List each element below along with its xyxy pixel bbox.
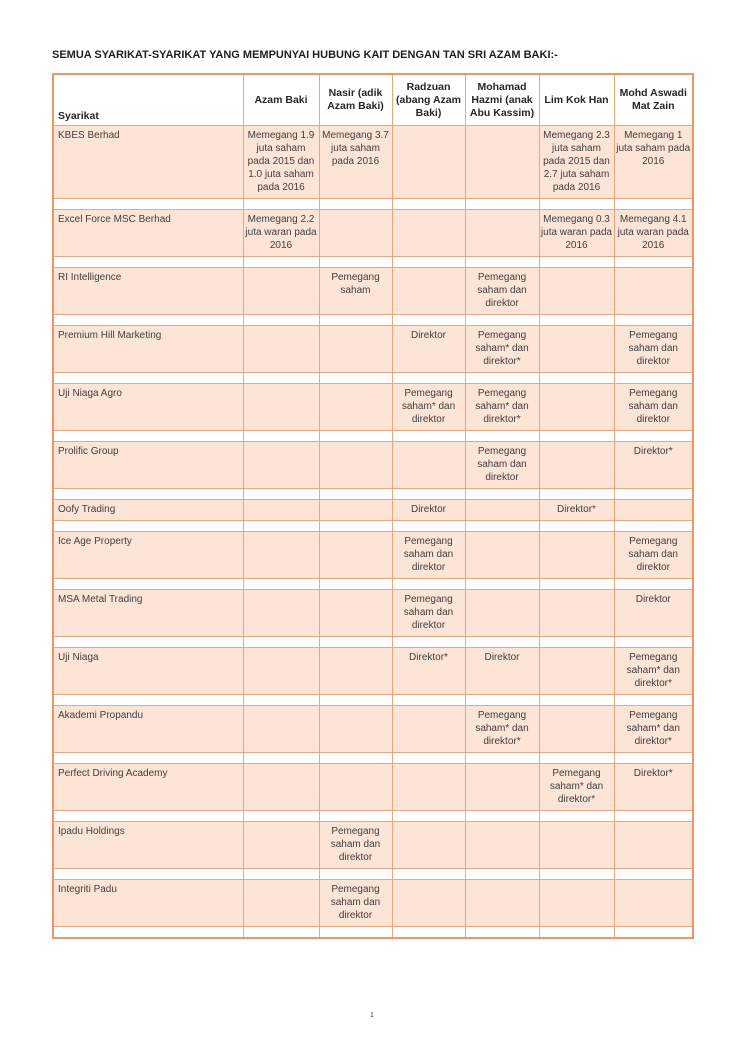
role-cell: Direktor <box>392 500 465 521</box>
spacer-cell <box>243 579 319 590</box>
role-cell <box>319 532 392 579</box>
table-row <box>53 880 693 927</box>
spacer-cell <box>53 431 243 442</box>
spacer-cell <box>53 637 243 648</box>
spacer-cell <box>539 637 614 648</box>
company-name-cell: KBES Berhad <box>53 126 243 199</box>
spacer-cell <box>319 373 392 384</box>
role-cell <box>465 210 539 257</box>
role-cell: Memegang 0.3 juta waran pada 2016 <box>539 210 614 257</box>
spacer-cell <box>614 927 693 939</box>
spacer-cell <box>392 431 465 442</box>
role-cell <box>465 532 539 579</box>
role-cell: Pemegang saham dan direktor <box>614 532 693 579</box>
spacer-row <box>53 927 693 939</box>
spacer-cell <box>319 695 392 706</box>
role-cell <box>465 500 539 521</box>
spacer-cell <box>319 811 392 822</box>
column-header-mohamad-hazmi: Mohamad Hazmi (anak Abu Kassim) <box>465 74 539 126</box>
table-row <box>53 590 693 637</box>
spacer-cell <box>465 257 539 268</box>
role-cell: Pemegang saham dan direktor <box>465 268 539 315</box>
spacer-cell <box>392 869 465 880</box>
role-cell: Memegang 1.9 juta saham pada 2015 dan 1.0 juta saham pada 2016 <box>243 126 319 199</box>
spacer-cell <box>392 257 465 268</box>
company-name-cell: Integriti Padu <box>53 880 243 927</box>
spacer-cell <box>243 869 319 880</box>
spacer-cell <box>465 811 539 822</box>
role-cell <box>243 590 319 637</box>
spacer-row <box>53 199 693 210</box>
spacer-cell <box>465 869 539 880</box>
spacer-cell <box>614 869 693 880</box>
header-row <box>53 74 693 126</box>
column-header-syarikat: Syarikat <box>53 74 243 126</box>
spacer-cell <box>465 489 539 500</box>
spacer-row <box>53 695 693 706</box>
spacer-cell <box>614 695 693 706</box>
spacer-cell <box>392 811 465 822</box>
role-cell <box>465 126 539 199</box>
table-row <box>53 648 693 695</box>
spacer-cell <box>243 811 319 822</box>
spacer-cell <box>614 637 693 648</box>
spacer-cell <box>319 753 392 764</box>
spacer-cell <box>392 489 465 500</box>
column-header-lim-kok-han: Lim Kok Han <box>539 74 614 126</box>
company-name-cell: Perfect Driving Academy <box>53 764 243 811</box>
role-cell: Memegang 4.1 juta waran pada 2016 <box>614 210 693 257</box>
role-cell <box>243 648 319 695</box>
role-cell <box>392 764 465 811</box>
role-cell <box>392 822 465 869</box>
spacer-cell <box>319 869 392 880</box>
role-cell <box>319 384 392 431</box>
role-cell: Direktor <box>465 648 539 695</box>
role-cell <box>319 210 392 257</box>
table-body <box>53 126 693 939</box>
spacer-cell <box>465 927 539 939</box>
role-cell: Pemegang saham <box>319 268 392 315</box>
role-cell: Pemegang saham dan direktor <box>465 442 539 489</box>
role-cell: Direktor* <box>539 500 614 521</box>
spacer-row <box>53 753 693 764</box>
role-cell <box>539 532 614 579</box>
role-cell <box>319 590 392 637</box>
company-name-cell: MSA Metal Trading <box>53 590 243 637</box>
spacer-cell <box>243 431 319 442</box>
spacer-cell <box>392 199 465 210</box>
company-name-cell: Oofy Trading <box>53 500 243 521</box>
spacer-cell <box>243 489 319 500</box>
role-cell: Direktor <box>614 590 693 637</box>
role-cell: Pemegang saham* dan direktor* <box>465 326 539 373</box>
role-cell: Pemegang saham dan direktor <box>614 384 693 431</box>
role-cell <box>319 442 392 489</box>
spacer-cell <box>465 315 539 326</box>
spacer-cell <box>319 579 392 590</box>
spacer-cell <box>539 315 614 326</box>
spacer-cell <box>614 431 693 442</box>
spacer-cell <box>614 199 693 210</box>
spacer-cell <box>614 315 693 326</box>
company-name-cell: Ice Age Property <box>53 532 243 579</box>
role-cell <box>319 706 392 753</box>
spacer-cell <box>392 373 465 384</box>
role-cell <box>243 822 319 869</box>
spacer-cell <box>465 431 539 442</box>
table-row <box>53 326 693 373</box>
role-cell <box>465 822 539 869</box>
spacer-cell <box>53 695 243 706</box>
table-row <box>53 442 693 489</box>
spacer-cell <box>392 927 465 939</box>
spacer-cell <box>465 579 539 590</box>
role-cell <box>539 442 614 489</box>
company-name-cell: Ipadu Holdings <box>53 822 243 869</box>
spacer-cell <box>392 579 465 590</box>
spacer-cell <box>319 489 392 500</box>
role-cell <box>614 880 693 927</box>
spacer-cell <box>392 315 465 326</box>
role-cell <box>243 326 319 373</box>
spacer-cell <box>392 521 465 532</box>
spacer-cell <box>465 637 539 648</box>
role-cell <box>392 706 465 753</box>
spacer-cell <box>53 257 243 268</box>
company-name-cell: RI Intelligence <box>53 268 243 315</box>
table-row <box>53 532 693 579</box>
spacer-cell <box>319 199 392 210</box>
spacer-cell <box>243 373 319 384</box>
role-cell: Memegang 2.2 juta waran pada 2016 <box>243 210 319 257</box>
spacer-cell <box>614 579 693 590</box>
role-cell <box>319 326 392 373</box>
role-cell <box>539 384 614 431</box>
spacer-cell <box>319 637 392 648</box>
role-cell: Pemegang saham dan direktor <box>319 880 392 927</box>
page-number: 1 <box>370 1012 374 1019</box>
spacer-cell <box>539 753 614 764</box>
spacer-cell <box>243 257 319 268</box>
role-cell <box>319 500 392 521</box>
role-cell <box>539 880 614 927</box>
role-cell: Pemegang saham* dan direktor* <box>614 706 693 753</box>
spacer-cell <box>243 927 319 939</box>
column-header-mohd-aswadi: Mohd Aswadi Mat Zain <box>614 74 693 126</box>
role-cell <box>465 764 539 811</box>
spacer-cell <box>243 637 319 648</box>
company-name-cell: Prolific Group <box>53 442 243 489</box>
role-cell <box>465 590 539 637</box>
table-row <box>53 384 693 431</box>
spacer-cell <box>465 373 539 384</box>
spacer-cell <box>53 373 243 384</box>
spacer-cell <box>243 521 319 532</box>
spacer-row <box>53 315 693 326</box>
role-cell <box>319 764 392 811</box>
role-cell: Pemegang saham* dan direktor* <box>465 706 539 753</box>
spacer-cell <box>614 753 693 764</box>
company-name-cell: Uji Niaga Agro <box>53 384 243 431</box>
role-cell <box>243 532 319 579</box>
spacer-cell <box>319 431 392 442</box>
spacer-cell <box>614 373 693 384</box>
table-row <box>53 706 693 753</box>
spacer-cell <box>392 753 465 764</box>
role-cell: Memegang 3.7 juta saham pada 2016 <box>319 126 392 199</box>
role-cell <box>465 880 539 927</box>
role-cell: Memegang 2.3 juta saham pada 2015 dan 2.7 juta saham pada 2016 <box>539 126 614 199</box>
role-cell <box>243 500 319 521</box>
role-cell <box>243 764 319 811</box>
role-cell: Memegang 1 juta saham pada 2016 <box>614 126 693 199</box>
role-cell <box>243 706 319 753</box>
role-cell: Pemegang saham dan direktor <box>392 590 465 637</box>
page-title: SEMUA SYARIKAT-SYARIKAT YANG MEMPUNYAI HUBUNG KAIT DENGAN TAN SRI AZAM BAKI:- <box>52 49 558 61</box>
spacer-cell <box>319 927 392 939</box>
role-cell <box>614 500 693 521</box>
spacer-cell <box>53 521 243 532</box>
company-name-cell: Uji Niaga <box>53 648 243 695</box>
role-cell <box>539 706 614 753</box>
role-cell <box>539 648 614 695</box>
spacer-cell <box>392 637 465 648</box>
role-cell <box>614 822 693 869</box>
spacer-cell <box>53 199 243 210</box>
spacer-cell <box>465 753 539 764</box>
spacer-cell <box>539 431 614 442</box>
spacer-row <box>53 257 693 268</box>
spacer-cell <box>539 869 614 880</box>
spacer-row <box>53 637 693 648</box>
companies-table <box>52 73 694 939</box>
column-header-nasir: Nasir (adik Azam Baki) <box>319 74 392 126</box>
role-cell <box>539 590 614 637</box>
spacer-cell <box>465 199 539 210</box>
table-row <box>53 822 693 869</box>
spacer-cell <box>539 695 614 706</box>
spacer-cell <box>614 811 693 822</box>
role-cell <box>539 326 614 373</box>
spacer-cell <box>539 579 614 590</box>
role-cell <box>392 126 465 199</box>
table-row <box>53 126 693 199</box>
table-row <box>53 210 693 257</box>
role-cell: Pemegang saham dan direktor <box>392 532 465 579</box>
column-header-radzuan: Radzuan (abang Azam Baki) <box>392 74 465 126</box>
spacer-cell <box>53 927 243 939</box>
column-header-azam-baki: Azam Baki <box>243 74 319 126</box>
role-cell: Direktor* <box>392 648 465 695</box>
spacer-cell <box>539 199 614 210</box>
spacer-cell <box>53 753 243 764</box>
role-cell <box>392 268 465 315</box>
role-cell <box>539 822 614 869</box>
spacer-cell <box>53 315 243 326</box>
table-row <box>53 268 693 315</box>
role-cell <box>243 442 319 489</box>
role-cell: Direktor* <box>614 764 693 811</box>
role-cell: Pemegang saham dan direktor <box>614 326 693 373</box>
spacer-cell <box>392 695 465 706</box>
role-cell <box>392 442 465 489</box>
role-cell <box>243 384 319 431</box>
role-cell <box>319 648 392 695</box>
role-cell <box>243 880 319 927</box>
role-cell: Pemegang saham dan direktor <box>319 822 392 869</box>
spacer-row <box>53 521 693 532</box>
role-cell: Pemegang saham* dan direktor <box>392 384 465 431</box>
spacer-cell <box>539 489 614 500</box>
role-cell <box>392 210 465 257</box>
spacer-cell <box>465 521 539 532</box>
spacer-cell <box>243 315 319 326</box>
spacer-cell <box>465 695 539 706</box>
spacer-row <box>53 579 693 590</box>
spacer-cell <box>614 489 693 500</box>
spacer-row <box>53 811 693 822</box>
role-cell: Pemegang saham* dan direktor* <box>539 764 614 811</box>
spacer-cell <box>614 257 693 268</box>
table-row <box>53 500 693 521</box>
spacer-cell <box>319 521 392 532</box>
spacer-cell <box>53 811 243 822</box>
company-name-cell: Akademi Propandu <box>53 706 243 753</box>
company-name-cell: Excel Force MSC Berhad <box>53 210 243 257</box>
spacer-cell <box>614 521 693 532</box>
role-cell <box>614 268 693 315</box>
table-row <box>53 764 693 811</box>
spacer-row <box>53 373 693 384</box>
spacer-cell <box>53 869 243 880</box>
spacer-cell <box>319 257 392 268</box>
role-cell: Pemegang saham* dan direktor* <box>465 384 539 431</box>
company-name-cell: Premium Hill Marketing <box>53 326 243 373</box>
role-cell: Direktor <box>392 326 465 373</box>
role-cell <box>243 268 319 315</box>
spacer-cell <box>539 811 614 822</box>
spacer-cell <box>539 521 614 532</box>
spacer-cell <box>539 257 614 268</box>
spacer-cell <box>243 753 319 764</box>
role-cell: Pemegang saham* dan direktor* <box>614 648 693 695</box>
role-cell <box>392 880 465 927</box>
spacer-cell <box>539 927 614 939</box>
spacer-cell <box>243 199 319 210</box>
spacer-cell <box>53 489 243 500</box>
spacer-cell <box>539 373 614 384</box>
spacer-row <box>53 869 693 880</box>
role-cell <box>539 268 614 315</box>
spacer-cell <box>319 315 392 326</box>
role-cell: Direktor* <box>614 442 693 489</box>
spacer-cell <box>53 579 243 590</box>
spacer-row <box>53 489 693 500</box>
spacer-row <box>53 431 693 442</box>
spacer-cell <box>243 695 319 706</box>
